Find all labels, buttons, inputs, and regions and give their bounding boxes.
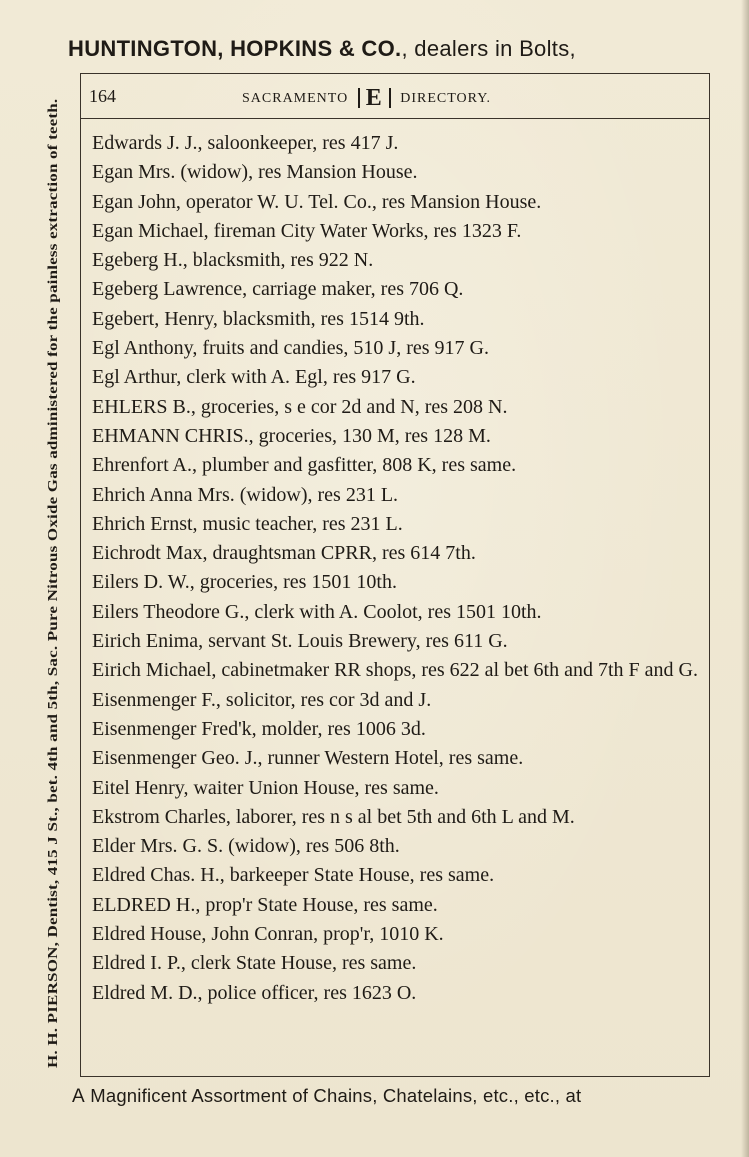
directory-entry: Eldred I. P., clerk State House, res same. [92,952,417,975]
directory-entry: Egl Anthony, fruits and candies, 510 J, res 917 G. [92,337,489,360]
header-ad-firm: HUNTINGTON, HOPKINS & CO. [68,36,402,61]
header-ad-text: , dealers in Bolts, [401,36,576,61]
running-head-title [242,85,491,111]
directory-entry: Egan Michael, fireman City Water Works, res 1323 F. [92,219,522,242]
directory-entry: Eitel Henry, waiter Union House, res same. [92,776,439,799]
directory-entry: EHLERS B., groceries, s e cor 2d and N, res 208 N. [92,395,508,418]
directory-entry: Eilers D. W., groceries, res 1501 10th. [92,571,397,594]
header-advertisement [68,36,728,62]
directory-entry: Egan Mrs. (widow), res Mansion House. [92,161,418,184]
directory-entry: Eilers Theodore G., clerk with A. Coolot, res 1501 10th. [92,600,542,623]
directory-entry: Ekstrom Charles, laborer, res n s al bet 5th and 6th L and M. [92,805,575,828]
directory-entry: Elder Mrs. G. S. (widow), res 506 8th. [92,835,400,858]
directory-entry: Eisenmenger Geo. J., runner Western Hotel, res same. [92,747,524,770]
directory-entry: Egebert, Henry, blacksmith, res 1514 9th. [92,307,425,330]
running-head-left: SACRAMENTO [242,91,349,106]
directory-entry: Eirich Enima, servant St. Louis Brewery, res 611 G. [92,630,508,653]
directory-entry: Ehrich Anna Mrs. (widow), res 231 L. [92,483,399,506]
directory-entry: Egan John, operator W. U. Tel. Co., res Mansion House. [92,190,542,213]
directory-entry: Egeberg Lawrence, carriage maker, res 706 Q. [92,278,464,301]
page-edge-shadow [741,0,749,1157]
directory-entry: Eisenmenger F., solicitor, res cor 3d and J. [92,688,432,711]
running-head-right: DIRECTORY. [400,91,491,106]
directory-entry: EHMANN CHRIS., groceries, 130 M, res 128 M. [92,424,491,447]
directory-entries [92,129,704,1008]
section-letter: E [358,88,391,108]
directory-entry: Ehrich Ernst, music teacher, res 231 L. [92,512,403,535]
header-rule [80,118,710,119]
directory-entry: Ehrenfort A., plumber and gasfitter, 808 K, res same. [92,454,517,477]
directory-entry: Eldred House, John Conran, prop'r, 1010 K. [92,923,444,946]
directory-entry: Eldred Chas. H., barkeeper State House, res same. [92,864,495,887]
directory-entry: Egeberg H., blacksmith, res 922 N. [92,249,374,272]
directory-entry: Eirich Michael, cabinetmaker RR shops, res 622 al bet 6th and 7th F and G. [92,659,698,682]
directory-entry: Eisenmenger Fred'k, molder, res 1006 3d. [92,717,426,740]
footer-advertisement: A Magnificent Assortment of Chains, Chatelains, etc., etc., at [72,1085,582,1107]
directory-entry: Egl Arthur, clerk with A. Egl, res 917 G. [92,366,416,389]
directory-entry: Eldred M. D., police officer, res 1623 O. [92,981,417,1004]
running-head [80,80,710,116]
directory-entry: ELDRED H., prop'r State House, res same. [92,893,438,916]
directory-entry: Edwards J. J., saloonkeeper, res 417 J. [92,132,399,154]
page-number: 164 [89,86,116,106]
side-advertisement: H. H. PIERSON, Dentist, 415 J St., bet. 4th and 5th, Sac. Pure Nitrous Oxide Gas administered for the painless extraction of teeth. [45,98,60,1068]
directory-entry: Eichrodt Max, draughtsman CPRR, res 614 7th. [92,542,476,565]
